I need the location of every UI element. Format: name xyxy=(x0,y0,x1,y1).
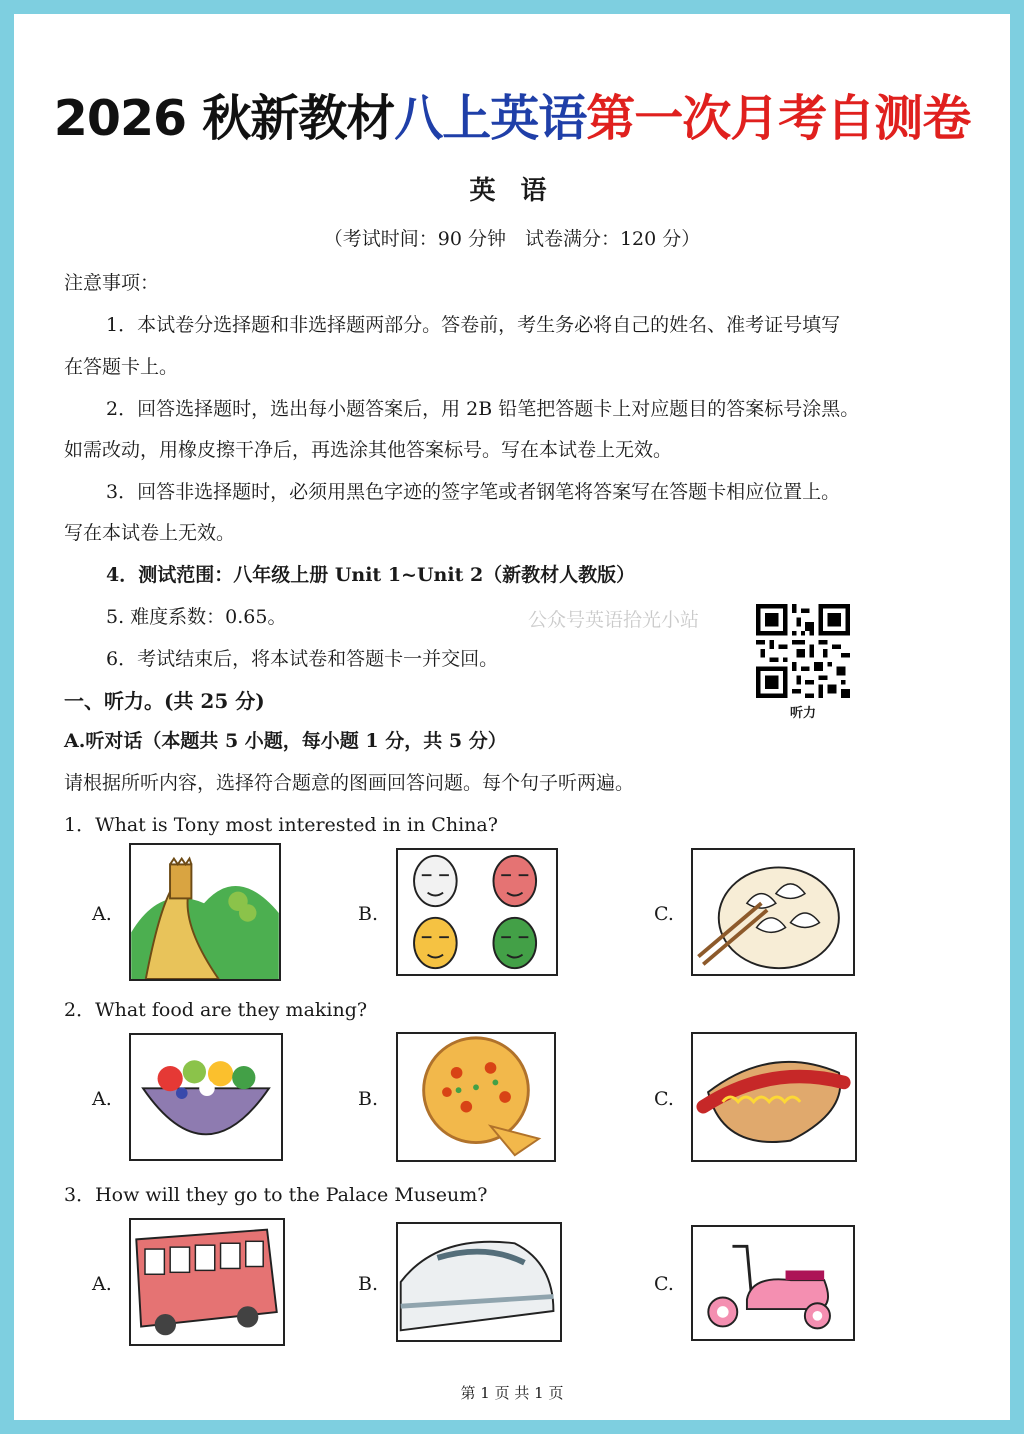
watermark: 公众号英语拾光小站 xyxy=(528,609,700,631)
q2-option-a[interactable]: A. xyxy=(92,1088,112,1110)
q1-option-c[interactable]: C. xyxy=(654,903,674,925)
q2-option-c[interactable]: C. xyxy=(654,1088,674,1110)
title-part-2: 八上英语 xyxy=(394,90,587,147)
note-3-line-1: 3．回答非选择题时，必须用黑色字迹的签字笔或者钢笔将答案写在答题卡相应位置上。 xyxy=(106,481,841,503)
hot-dog-image[interactable] xyxy=(691,1032,857,1162)
pizza-image[interactable] xyxy=(396,1032,556,1162)
q1-option-a[interactable]: A. xyxy=(92,903,112,925)
page-footer: 第 1 页 共 1 页 xyxy=(460,1384,564,1402)
part-a-instruction: 请根据所听内容，选择符合题意的图画回答问题。每个句子听两遍。 xyxy=(64,772,635,794)
note-6: 6．考试结束后，将本试卷和答题卡一并交回。 xyxy=(106,648,499,670)
question-3: 3．How will they go to the Palace Museum? xyxy=(64,1184,488,1206)
subject-heading: 英 语 xyxy=(469,176,555,206)
great-wall-image[interactable] xyxy=(129,843,281,981)
question-1: 1．What is Tony most interested in in China? xyxy=(64,814,498,836)
title-part-3: 第一次月考自测卷 xyxy=(586,90,971,147)
note-1-line-1: 1．本试卷分选择题和非选择题两部分。答卷前，考生务必将自己的姓名、准考证号填写 xyxy=(106,314,841,336)
qr-code-icon[interactable] xyxy=(756,604,850,698)
opera-masks-image[interactable] xyxy=(396,848,558,976)
note-3-line-2: 写在本试卷上无效。 xyxy=(64,522,236,544)
note-1-line-2: 在答题卡上。 xyxy=(64,356,179,378)
high-speed-train-image[interactable] xyxy=(396,1222,562,1342)
q3-option-c[interactable]: C. xyxy=(654,1273,674,1295)
q3-option-a[interactable]: A. xyxy=(92,1273,112,1295)
notes-heading: 注意事项： xyxy=(64,272,160,294)
q3-option-b[interactable]: B. xyxy=(358,1273,379,1295)
page-title xyxy=(0,80,1024,150)
bus-image[interactable] xyxy=(129,1218,285,1346)
note-5: 5. 难度系数：0.65。 xyxy=(106,606,287,628)
qr-label: 听力 xyxy=(789,706,816,721)
fruit-salad-image[interactable] xyxy=(129,1033,283,1161)
title-part-1: 2026 秋新教材 xyxy=(53,90,395,147)
scooter-image[interactable] xyxy=(691,1225,855,1341)
exam-info: （考试时间：90 分钟 试卷满分：120 分） xyxy=(323,228,701,250)
dumplings-image[interactable] xyxy=(691,848,855,976)
q1-option-b[interactable]: B. xyxy=(358,903,379,925)
section-1-heading: 一、听力。(共 25 分) xyxy=(64,689,265,713)
q2-option-b[interactable]: B. xyxy=(358,1088,379,1110)
question-2: 2．What food are they making? xyxy=(64,999,368,1021)
note-4: 4．测试范围：八年级上册 Unit 1~Unit 2（新教材人教版） xyxy=(106,564,636,586)
note-2-line-1: 2．回答选择题时，选出每小题答案后，用 2B 铅笔把答题卡上对应题目的答案标号涂黑。 xyxy=(106,398,860,420)
note-2-line-2: 如需改动，用橡皮擦干净后，再选涂其他答案标号。写在本试卷上无效。 xyxy=(64,439,673,461)
part-a-heading: A.听对话（本题共 5 小题，每小题 1 分，共 5 分） xyxy=(64,730,507,752)
